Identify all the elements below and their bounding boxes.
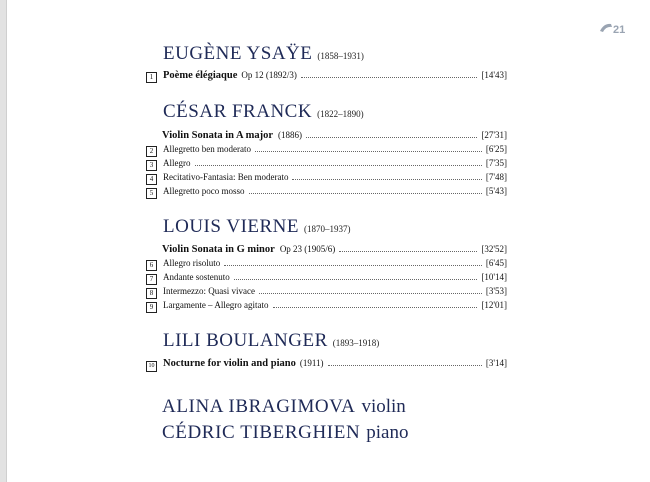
performer-role: piano <box>366 422 409 443</box>
track-duration: [10'14] <box>481 272 507 282</box>
track-number: 8 <box>146 288 157 299</box>
track-number: 9 <box>146 302 157 313</box>
track-title: Poème élégiaque <box>163 70 238 81</box>
composer-name: LOUIS VIERNE <box>163 216 300 237</box>
track-title: Nocturne for violin and piano <box>163 358 296 369</box>
track-title: Andante sostenuto <box>163 272 230 282</box>
track-number: 6 <box>146 260 157 271</box>
track-row <box>146 299 507 311</box>
track-row <box>146 357 507 369</box>
track-duration: [6'45] <box>485 258 507 268</box>
track-number: 5 <box>146 188 157 199</box>
track-row <box>146 185 507 197</box>
dot-leader <box>224 257 482 266</box>
dot-leader <box>259 285 482 294</box>
dot-leader <box>328 357 482 366</box>
performer-name: CÉDRIC TIBERGHIEN <box>162 422 361 443</box>
track-opus: Op 12 (1892/3) <box>241 70 297 80</box>
track-row <box>146 257 507 269</box>
track-number: 1 <box>146 72 157 83</box>
composer-dates: (1870–1937) <box>304 224 351 234</box>
composer-dates: (1893–1918) <box>332 338 380 348</box>
dot-leader <box>306 129 477 138</box>
performer-role: violin <box>361 396 406 417</box>
performer-line <box>162 422 408 444</box>
track-duration: [7'48] <box>485 172 507 182</box>
performer-name: ALINA IBRAGIMOVA <box>162 396 356 417</box>
composer-dates: (1822–1890) <box>317 109 364 119</box>
track-row <box>146 271 507 283</box>
track-row <box>146 157 507 169</box>
track-title: Largamente – Allegro agitato <box>163 300 269 310</box>
composer-heading <box>163 330 379 352</box>
work-title: Violin Sonata in G minor <box>162 244 275 255</box>
work-duration: [27'31] <box>481 130 507 140</box>
composer-dates: (1858–1931) <box>317 51 364 61</box>
work-title: Violin Sonata in A major <box>162 130 274 141</box>
composer-name: LILI BOULANGER <box>163 330 328 351</box>
track-duration: [6'25] <box>485 144 507 154</box>
track-row <box>146 69 507 81</box>
dot-leader <box>273 299 478 308</box>
svg-text:21: 21 <box>613 24 626 36</box>
track-title: Allegretto poco mosso <box>163 186 245 196</box>
track-row <box>146 143 507 155</box>
composer-heading <box>163 216 351 238</box>
track-duration: [12'01] <box>481 300 507 310</box>
track-title: Allegro risoluto <box>163 258 221 268</box>
composer-heading <box>163 101 364 123</box>
composer-name: EUGÈNE YSAŸE <box>163 43 313 64</box>
track-title: Allegretto ben moderato <box>163 144 251 154</box>
track-opus: (1911) <box>299 358 324 368</box>
track-duration: [5'43] <box>485 186 507 196</box>
track-title: Recitativo-Fantasia: Ben moderato <box>163 172 289 182</box>
performer-line <box>162 396 406 418</box>
work-opus: (1886) <box>278 130 303 140</box>
work-row <box>162 243 507 256</box>
composer-name: CÉSAR FRANCK <box>163 101 313 122</box>
track-number: 7 <box>146 274 157 285</box>
track-row <box>146 285 507 297</box>
work-opus: Op 23 (1905/6) <box>279 244 336 254</box>
track-title: Intermezzo: Quasi vivace <box>163 286 255 296</box>
dot-leader <box>292 171 481 180</box>
track-number: 10 <box>146 361 157 372</box>
dot-leader <box>255 143 482 152</box>
dot-leader <box>234 271 478 280</box>
track-number: 2 <box>146 146 157 157</box>
dot-leader <box>195 157 482 166</box>
track-duration: [3'14] <box>485 358 507 368</box>
track-duration: [7'35] <box>485 158 507 168</box>
dot-leader <box>249 185 482 194</box>
track-duration: [3'53] <box>485 286 507 296</box>
track-row <box>146 171 507 183</box>
track-number: 3 <box>146 160 157 171</box>
track-number: 4 <box>146 174 157 185</box>
dot-leader <box>301 69 478 78</box>
track-duration: [14'43] <box>481 70 507 80</box>
work-duration: [32'52] <box>481 244 507 254</box>
composer-heading <box>163 43 364 65</box>
track-title: Allegro <box>163 158 191 168</box>
work-row <box>162 129 507 142</box>
dot-leader <box>339 243 477 252</box>
